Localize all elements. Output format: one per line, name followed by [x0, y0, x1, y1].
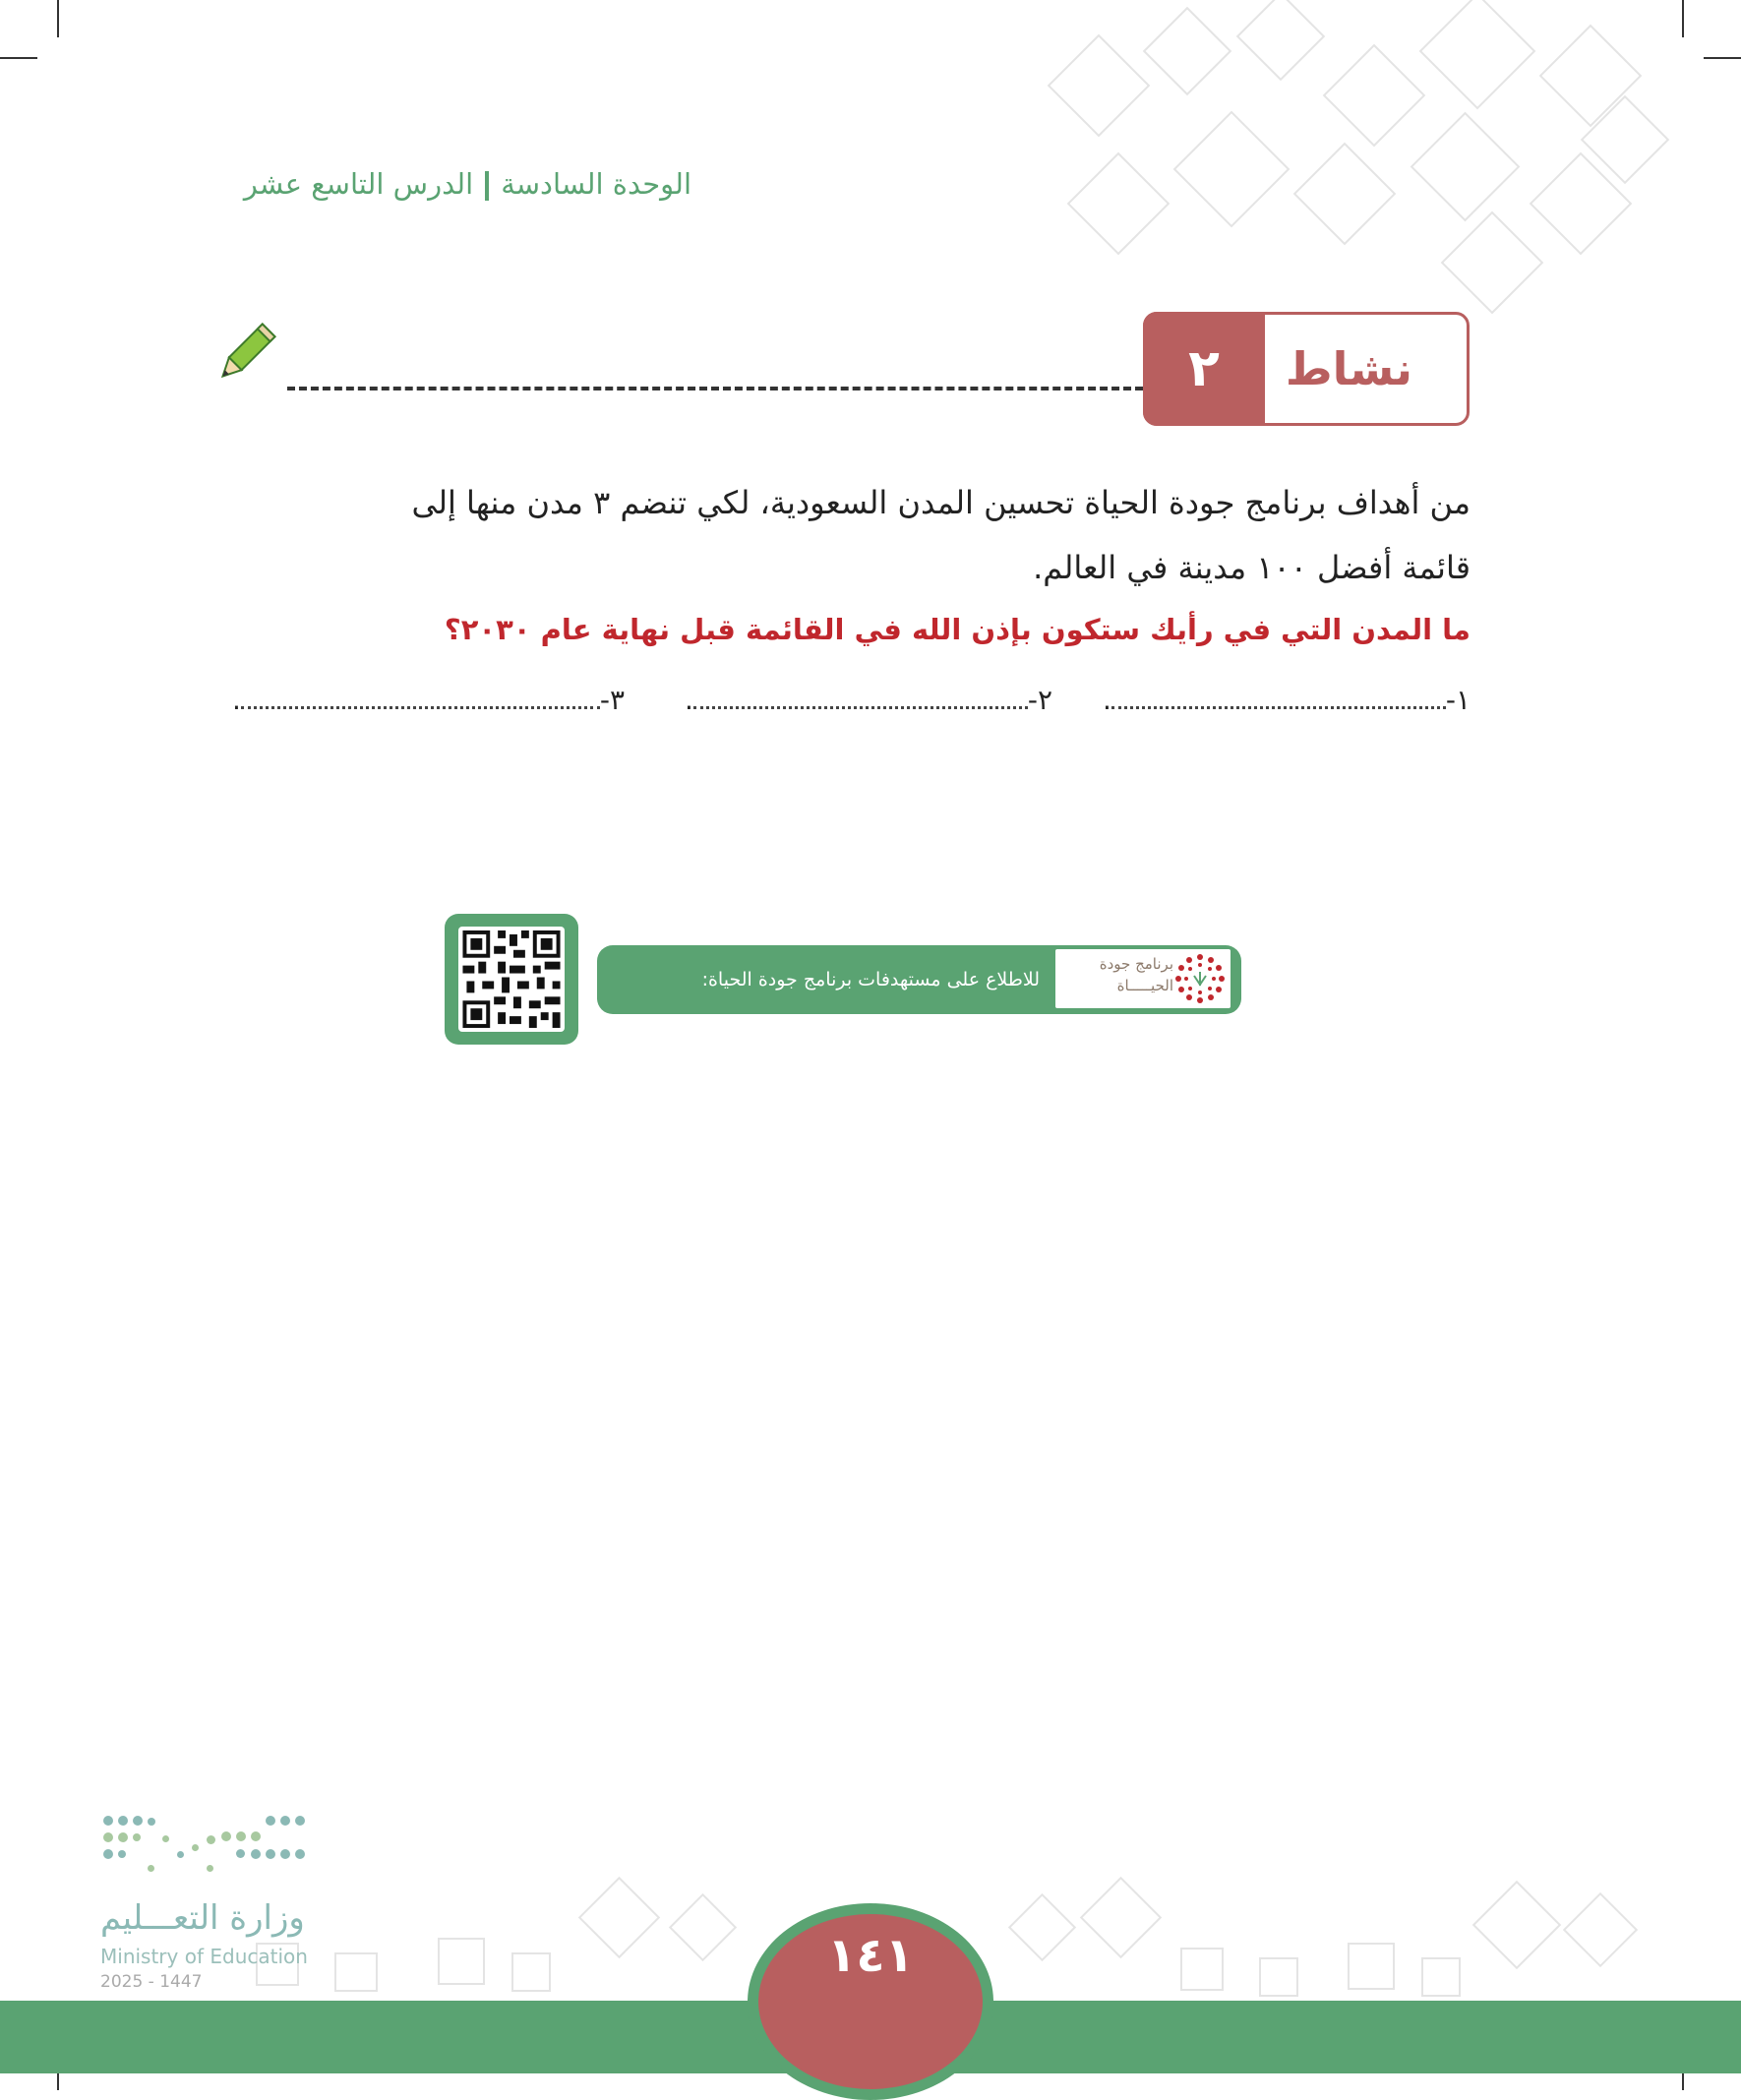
crop-mark [1682, 0, 1684, 37]
unit-title: الوحدة السادسة [501, 167, 691, 201]
unit-lesson-header [244, 167, 691, 201]
lesson-title: الدرس التاسع عشر [243, 167, 474, 201]
activity-badge [1143, 312, 1470, 426]
ministry-name-ar: وزارة التعـــليم [100, 1898, 305, 1938]
answer-number-2: ٢- [1027, 684, 1052, 716]
banner-text: للاطلاع على مستهدفات برنامج جودة الحياة: [701, 969, 1040, 990]
vision-emblem-icon [1173, 952, 1227, 1005]
question-text: ما المدن التي في رأيك ستكون بإذن الله في القائمة قبل نهاية عام ٢٠٣٠؟ [444, 613, 1471, 646]
activity-number: ٢ [1143, 312, 1265, 426]
quality-of-life-banner[interactable] [597, 945, 1241, 1014]
answer-number-3: ٣- [599, 684, 625, 716]
paragraph-line-1: من أهداف برنامج جودة الحياة تحسين المدن السعودية، لكي تنضم ٣ مدن منها إلى [411, 484, 1471, 521]
qr-code-icon [458, 927, 565, 1032]
answer-field-1[interactable]: ١-. [1102, 684, 1471, 716]
answer-field-2[interactable]: ٢-. [684, 684, 1052, 716]
header-separator [485, 171, 489, 201]
paragraph-line-2: قائمة أفضل ١٠٠ مدينة في العالم. [1033, 549, 1471, 586]
activity-label: نشاط [1285, 342, 1412, 395]
qr-code-box[interactable] [445, 914, 578, 1045]
pencil-icon [207, 320, 280, 393]
answer-number-1: ١- [1445, 684, 1471, 716]
crop-mark [57, 0, 59, 37]
quality-of-life-logo [1055, 949, 1231, 1008]
crop-mark [0, 57, 37, 59]
logo-line-2: الحيـــــاة [1116, 977, 1173, 994]
answer-field-3[interactable]: ٣-. [231, 684, 625, 716]
ministry-year: 2025 - 1447 [100, 1972, 203, 1992]
crop-mark [1704, 57, 1741, 59]
page-number: ١٤١ [827, 1928, 914, 1983]
logo-line-1: برنامج جودة [1099, 955, 1173, 973]
ministry-name-en: Ministry of Education [100, 1945, 308, 1968]
dashed-divider [287, 387, 1143, 390]
